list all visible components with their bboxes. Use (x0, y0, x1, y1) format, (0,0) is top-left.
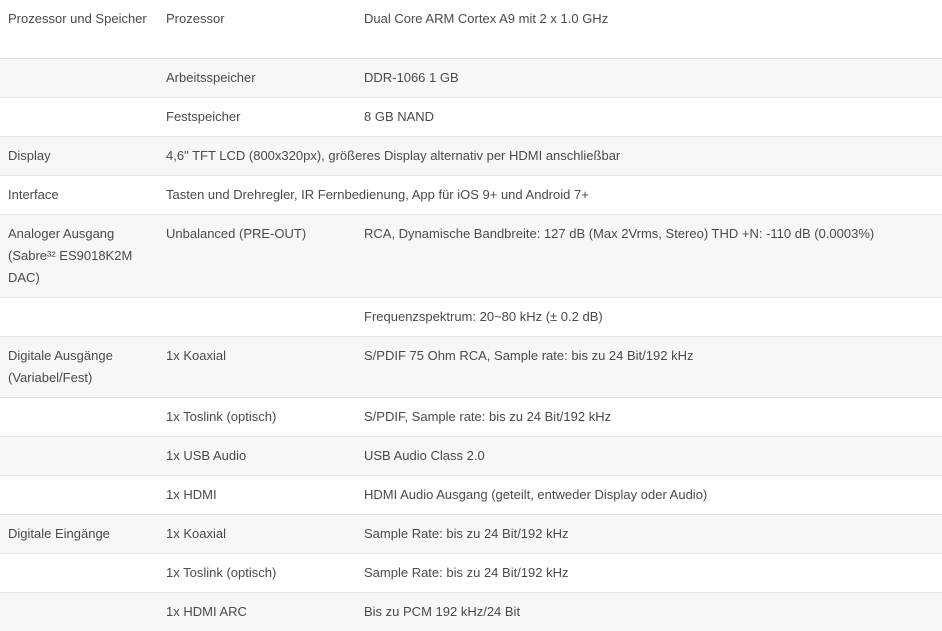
table-row (0, 398, 942, 437)
row-item: 1x HDMI (158, 476, 356, 515)
row-value: HDMI Audio Ausgang (geteilt, entweder Display oder Audio) (356, 476, 942, 515)
table-row (0, 554, 942, 593)
row-category: Analoger Ausgang (Sabre³² ES9018K2M DAC) (0, 215, 158, 298)
row-value: Sample Rate: bis zu 24 Bit/192 kHz (356, 515, 942, 554)
row-value: RCA, Dynamische Bandbreite: 127 dB (Max 2Vrms, Stereo) THD +N: -110 dB (0.0003%) (356, 215, 942, 298)
row-item: 1x Koaxial (158, 515, 356, 554)
row-value: USB Audio Class 2.0 (356, 437, 942, 476)
row-value: S/PDIF, Sample rate: bis zu 24 Bit/192 kHz (356, 398, 942, 437)
row-category (0, 298, 158, 337)
table-row (0, 476, 942, 515)
row-value: Dual Core ARM Cortex A9 mit 2 x 1.0 GHz (356, 0, 942, 59)
row-item: 4,6" TFT LCD (800x320px), größeres Display alternativ per HDMI anschließbar (158, 137, 942, 176)
row-item: Prozessor (158, 0, 356, 59)
row-category (0, 59, 158, 98)
row-value: 8 GB NAND (356, 98, 942, 137)
table-row (0, 337, 942, 398)
row-category: Digitale Eingänge (0, 515, 158, 554)
row-category: Prozessor und Speicher (0, 0, 158, 59)
row-category (0, 98, 158, 137)
table-row (0, 515, 942, 554)
row-item: 1x HDMI ARC (158, 593, 356, 631)
table-row (0, 137, 942, 176)
row-item (158, 298, 356, 337)
row-category: Display (0, 137, 158, 176)
row-category (0, 554, 158, 593)
row-value: Sample Rate: bis zu 24 Bit/192 kHz (356, 554, 942, 593)
row-category (0, 476, 158, 515)
row-item: 1x USB Audio (158, 437, 356, 476)
row-item: Tasten und Drehregler, IR Fernbedienung, App für iOS 9+ und Android 7+ (158, 176, 942, 215)
row-category (0, 437, 158, 476)
row-category: Interface (0, 176, 158, 215)
table-row (0, 593, 942, 631)
row-item: 1x Koaxial (158, 337, 356, 398)
row-item: 1x Toslink (optisch) (158, 398, 356, 437)
table-row (0, 98, 942, 137)
table-row (0, 437, 942, 476)
table-row (0, 0, 942, 59)
table-row (0, 215, 942, 298)
row-value: Frequenzspektrum: 20~80 kHz (± 0.2 dB) (356, 298, 942, 337)
row-category (0, 398, 158, 437)
row-value: DDR-1066 1 GB (356, 59, 942, 98)
row-item: 1x Toslink (optisch) (158, 554, 356, 593)
table-row (0, 176, 942, 215)
table-row (0, 298, 942, 337)
row-value: Bis zu PCM 192 kHz/24 Bit (356, 593, 942, 631)
row-item: Unbalanced (PRE-OUT) (158, 215, 356, 298)
table-row (0, 59, 942, 98)
row-category: Digitale Ausgänge (Variabel/Fest) (0, 337, 158, 398)
row-item: Arbeitsspeicher (158, 59, 356, 98)
row-value: S/PDIF 75 Ohm RCA, Sample rate: bis zu 24 Bit/192 kHz (356, 337, 942, 398)
row-category (0, 593, 158, 631)
row-item: Festspeicher (158, 98, 356, 137)
